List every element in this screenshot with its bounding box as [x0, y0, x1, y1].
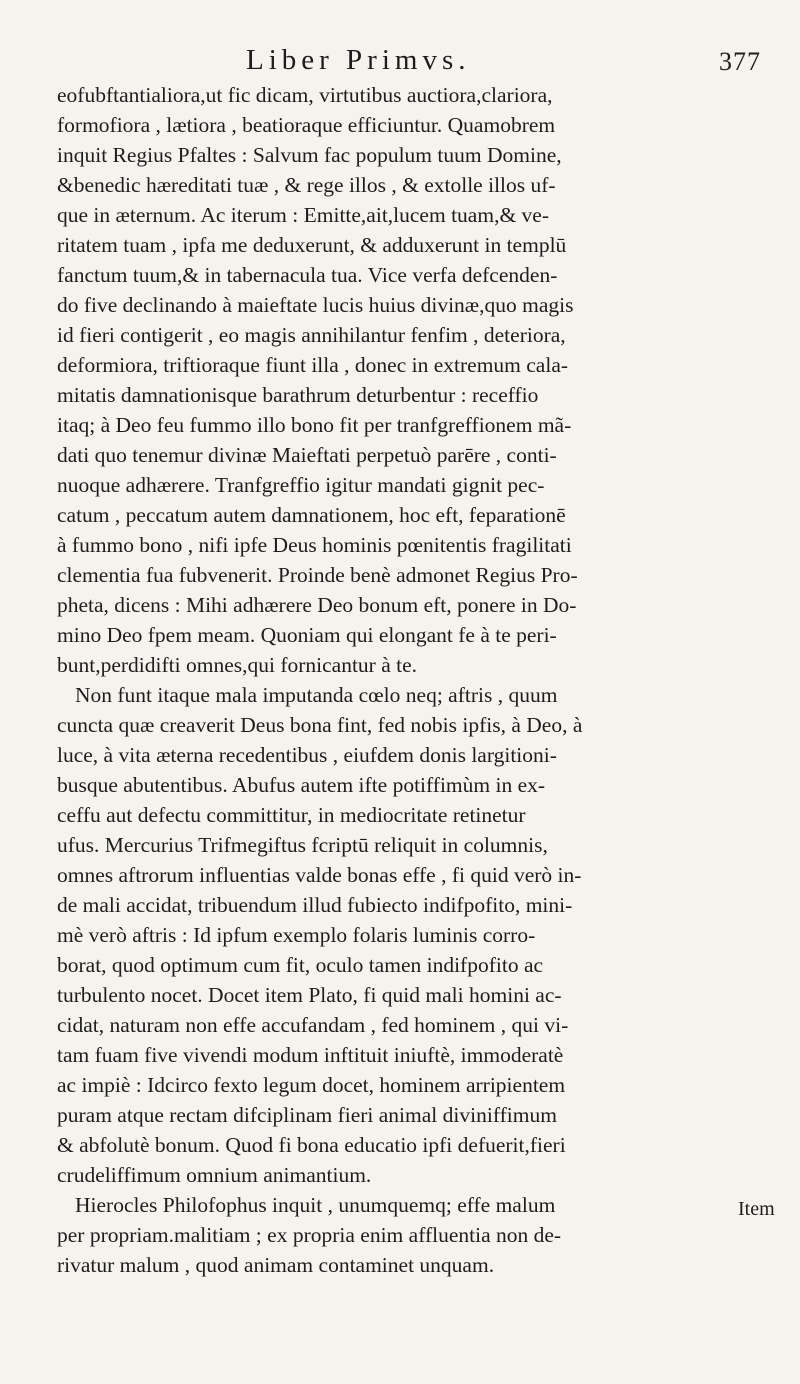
text-line: dati quo tenemur divinæ Maieftati perpetuò parēre , conti-: [57, 443, 557, 467]
text-line: per propriam.malitiam ; ex propria enim affluentia non de-: [57, 1223, 562, 1247]
text-line: turbulento nocet. Docet item Plato, fi quid mali homini ac-: [57, 983, 562, 1007]
catchword: Item: [738, 1198, 775, 1220]
text-line: itaq; à Deo feu fummo illo bono fit per tranfgreffionem mã-: [57, 413, 572, 437]
running-head: [0, 44, 800, 84]
text-line: do five declinando à maieftate lucis huius divinæ,quo magis: [57, 293, 574, 317]
page-number: 377: [719, 47, 761, 76]
text-line: rivatur malum , quod animam contaminet unquam.: [57, 1253, 495, 1277]
text-line: nuoque adhærere. Tranfgreffio igitur mandati gignit pec-: [57, 473, 545, 497]
text-line: cuncta quæ creaverit Deus bona fint, fed nobis ipfis, à Deo, à: [57, 713, 583, 737]
text-line: Non funt itaque mala imputanda cœlo neq; aftris , quum: [75, 683, 558, 707]
text-line: catum , peccatum autem damnationem, hoc eft, feparationē: [57, 503, 566, 527]
text-line: ufus. Mercurius Trifmegiftus fcriptū reliquit in columnis,: [57, 833, 548, 857]
text-line: mè verò aftris : Id ipfum exemplo folaris luminis corro-: [57, 923, 536, 947]
text-line: que in æternum. Ac iterum : Emitte,ait,lucem tuam,& ve-: [57, 203, 549, 227]
text-line: ac impiè : Idcirco fexto legum docet, hominem arripientem: [57, 1073, 566, 1097]
text-line: mitatis damnationisque barathrum deturbentur : receffio: [57, 383, 539, 407]
text-line: Hierocles Philofophus inquit , unumquemq; effe malum: [75, 1193, 556, 1217]
text-line: puram atque rectam difciplinam fieri animal diviniffimum: [57, 1103, 557, 1127]
text-line: luce, à vita æterna recedentibus , eiufdem donis largitioni-: [57, 743, 557, 767]
text-line: bunt,perdidifti omnes,qui fornicantur à te.: [57, 653, 418, 677]
text-line: & abfolutè bonum. Quod fi bona educatio ipfi defuerit,fieri: [57, 1133, 566, 1157]
text-line: clementia fua fubvenerit. Proinde benè admonet Regius Pro-: [57, 563, 578, 587]
text-line: ritatem tuam , ipfa me deduxerunt, & adduxerunt in templū: [57, 233, 567, 257]
text-line: ceffu aut defectu committitur, in mediocritate retinetur: [57, 803, 526, 827]
text-line: cidat, naturam non effe accufandam , fed hominem , qui vi-: [57, 1013, 569, 1037]
running-title: Liber Primvs.: [246, 44, 471, 76]
text-line: deformiora, triftioraque fiunt illa , donec in extremum cala-: [57, 353, 569, 377]
text-line: borat, quod optimum cum fit, oculo tamen indifpofito ac: [57, 953, 544, 977]
text-line: omnes aftrorum influentias valde bonas effe , fi quid verò in-: [57, 863, 582, 887]
text-line: &benedic hæreditati tuæ , & rege illos , & extolle illos uf-: [57, 173, 556, 197]
text-line: id fieri contigerit , eo magis annihilantur fenfim , deteriora,: [57, 323, 566, 347]
text-line: busque abutentibus. Abufus autem ifte potiffimùm in ex-: [57, 773, 546, 797]
text-line: mino Deo fpem meam. Quoniam qui elongant fe à te peri-: [57, 623, 557, 647]
text-line: de mali accidat, tribuendum illud fubiecto indifpofito, mini-: [57, 893, 573, 917]
text-line: pheta, dicens : Mihi adhærere Deo bonum eft, ponere in Do-: [57, 593, 577, 617]
text-line: tam fuam five vivendi modum inftituit iniuftè, immoderatè: [57, 1043, 564, 1067]
text-line: fanctum tuum,& in tabernacula tua. Vice verfa defcenden-: [57, 263, 558, 287]
text-line: à fummo bono , nifi ipfe Deus hominis pœnitentis fragilitati: [57, 533, 572, 557]
text-line: eofubftantialiora,ut fic dicam, virtutibus auctiora,clariora,: [57, 83, 553, 107]
text-line: crudeliffimum omnium animantium.: [57, 1163, 372, 1187]
text-line: formofiora , lætiora , beatioraque efficiuntur. Quamobrem: [57, 113, 556, 137]
text-line: inquit Regius Pfaltes : Salvum fac populum tuum Domine,: [57, 143, 562, 167]
